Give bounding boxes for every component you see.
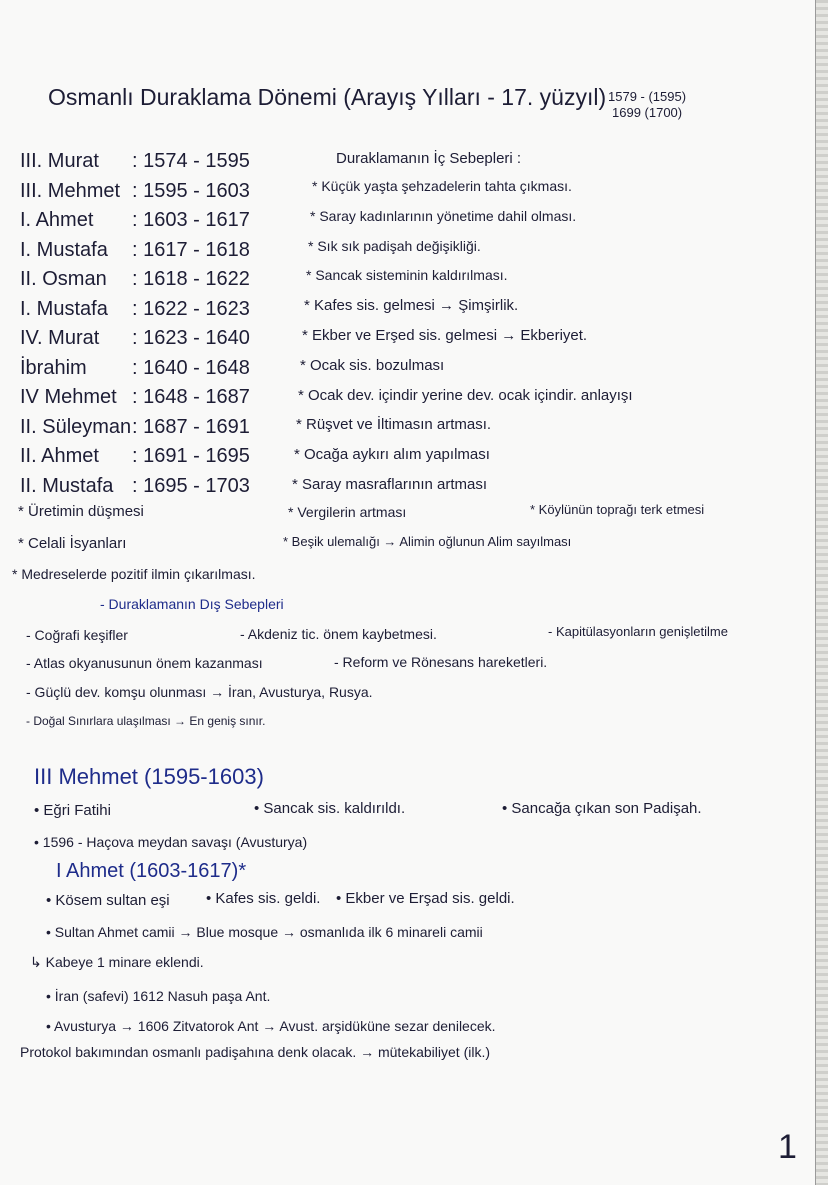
sultan-name: IV. Murat [20, 327, 100, 349]
cause-medrese: * Medreselerde pozitif ilmin çıkarılması. [12, 566, 256, 582]
sultan-name: İbrahim [20, 356, 87, 379]
cause-celali: * Celali İsyanları [18, 535, 127, 552]
sultan-name: II. Ahmet [20, 445, 99, 467]
internal-cause: * Sık sık padişah değişikliği. [308, 237, 481, 254]
internal-cause: * Sancak sisteminin kaldırılması. [306, 267, 508, 284]
internal-cause: * Ekber ve Erşed sis. gelmesi → Ekberiyet. [302, 327, 588, 344]
reign-row [20, 150, 250, 173]
reign-row [20, 268, 250, 291]
mehmet3-bullet: • 1596 - Haçova meydan savaşı (Avusturya) [34, 834, 308, 850]
reign-years: : 1695 - 1703 [132, 474, 250, 497]
cause-vergiler: * Vergilerin artması [288, 504, 407, 520]
title-years-top: 1579 - (1595) [608, 89, 687, 104]
mehmet3-bullet: • Eğri Fatihi [34, 802, 111, 819]
reign-row [20, 475, 250, 498]
sultan-name: I. Ahmet [20, 209, 94, 231]
external-cause: - Kapitülasyonların genişletilme [548, 624, 728, 639]
external-cause: - Akdeniz tic. önem kaybetmesi. [240, 626, 437, 642]
reign-years: : 1623 - 1640 [132, 327, 250, 349]
internal-cause: * Saray kadınlarının yönetime dahil olması. [310, 207, 577, 224]
sultan-name: IV Mehmet [20, 386, 117, 408]
ahmet1-bullet: ↳ Kabeye 1 minare eklendi. [30, 954, 204, 970]
page-title: Osmanlı Duraklama Dönemi (Arayış Yılları - 17. yüzyıl) [48, 84, 607, 110]
reign-years: : 1618 - 1622 [132, 268, 250, 290]
page-number: 1 [778, 1128, 797, 1166]
ahmet1-heading: I Ahmet (1603-1617)* [56, 860, 247, 882]
ahmet1-bullet: • Kösem sultan eşi [46, 892, 170, 909]
reign-row [20, 357, 250, 380]
reign-years: : 1574 - 1595 [132, 150, 250, 172]
reign-years: : 1617 - 1618 [132, 238, 250, 261]
mehmet3-bullet: • Sancağa çıkan son Padişah. [502, 800, 702, 817]
external-cause: - Güçlü dev. komşu olunması → İran, Avusturya, Rusya. [26, 684, 373, 700]
internal-cause: * Ocak sis. bozulması [300, 356, 445, 374]
mehmet3-bullet: • Sancak sis. kaldırıldı. [254, 800, 406, 817]
internal-causes-heading: Duraklamanın İç Sebepleri : [336, 150, 522, 167]
internal-cause: * Küçük yaşta şehzadelerin tahta çıkması. [312, 178, 572, 194]
external-cause: - Reform ve Rönesans hareketleri. [334, 654, 548, 670]
external-cause: - Atlas okyanusunun önem kazanması [26, 655, 263, 671]
ahmet1-bullet: • İran (safevi) 1612 Nasuh paşa Ant. [46, 988, 271, 1004]
reign-row [20, 209, 250, 232]
ahmet1-bullet: • Kafes sis. geldi. [206, 890, 321, 907]
reign-years: : 1640 - 1648 [132, 356, 250, 379]
external-cause: - Doğal Sınırlara ulaşılması → En geniş sınır. [26, 714, 266, 728]
cause-uretim: * Üretimin düşmesi [18, 503, 144, 520]
internal-cause: * Ocak dev. içindir yerine dev. ocak içindir. anlayışı [298, 386, 633, 404]
external-causes-heading: - Duraklamanın Dış Sebepleri [100, 596, 284, 612]
ahmet1-bullet: • Sultan Ahmet camii → Blue mosque → osmanlıda ilk 6 minareli camii [46, 924, 483, 940]
reign-row [20, 298, 250, 321]
reign-years: : 1687 - 1691 [132, 415, 250, 438]
internal-cause: * Rüşvet ve İltimasın artması. [296, 416, 492, 434]
reign-row [20, 386, 250, 409]
sultan-name: II. Mustafa [20, 474, 114, 497]
mehmet3-heading: III Mehmet (1595-1603) [34, 764, 264, 789]
ahmet1-bullet: • Ekber ve Erşad sis. geldi. [336, 890, 515, 907]
external-cause: - Coğrafi keşifler [26, 627, 128, 643]
ahmet1-bullet: • Avusturya → 1606 Zitvatorok Ant → Avust. arşidüküne sezar denilecek. [46, 1018, 496, 1034]
sultan-name: I. Mustafa [20, 238, 108, 261]
reign-row [20, 416, 250, 439]
sultan-name: II. Osman [20, 268, 107, 290]
page-edge [816, 0, 828, 1185]
title-years-bottom: 1699 (1700) [612, 105, 683, 120]
reign-row [20, 445, 250, 468]
internal-cause: * Saray masraflarının artması [292, 476, 488, 493]
reign-years: : 1691 - 1695 [132, 445, 250, 467]
sultan-name: I. Mustafa [20, 297, 108, 320]
reign-row [20, 239, 250, 262]
ahmet1-bullet: Protokol bakımından osmanlı padişahına denk olacak. → mütekabiliyet (ilk.) [20, 1044, 491, 1060]
cause-koylu: * Köylünün toprağı terk etmesi [530, 502, 705, 517]
reign-row [20, 327, 250, 350]
cause-besik: * Beşik ulemalığı → Alimin oğlunun Alim sayılması [283, 534, 572, 549]
reign-years: : 1648 - 1687 [132, 386, 250, 408]
sultan-name: II. Süleyman [20, 415, 132, 438]
internal-cause: * Kafes sis. gelmesi → Şimşirlik. [304, 297, 519, 315]
reign-years: : 1622 - 1623 [132, 297, 250, 320]
sultan-name: III. Mehmet [20, 179, 121, 202]
reign-years: : 1603 - 1617 [132, 209, 250, 231]
internal-cause: * Ocağa aykırı alım yapılması [294, 446, 490, 464]
sultan-name: III. Murat [20, 150, 99, 172]
reign-years: : 1595 - 1603 [132, 179, 250, 202]
reign-row [20, 180, 250, 203]
